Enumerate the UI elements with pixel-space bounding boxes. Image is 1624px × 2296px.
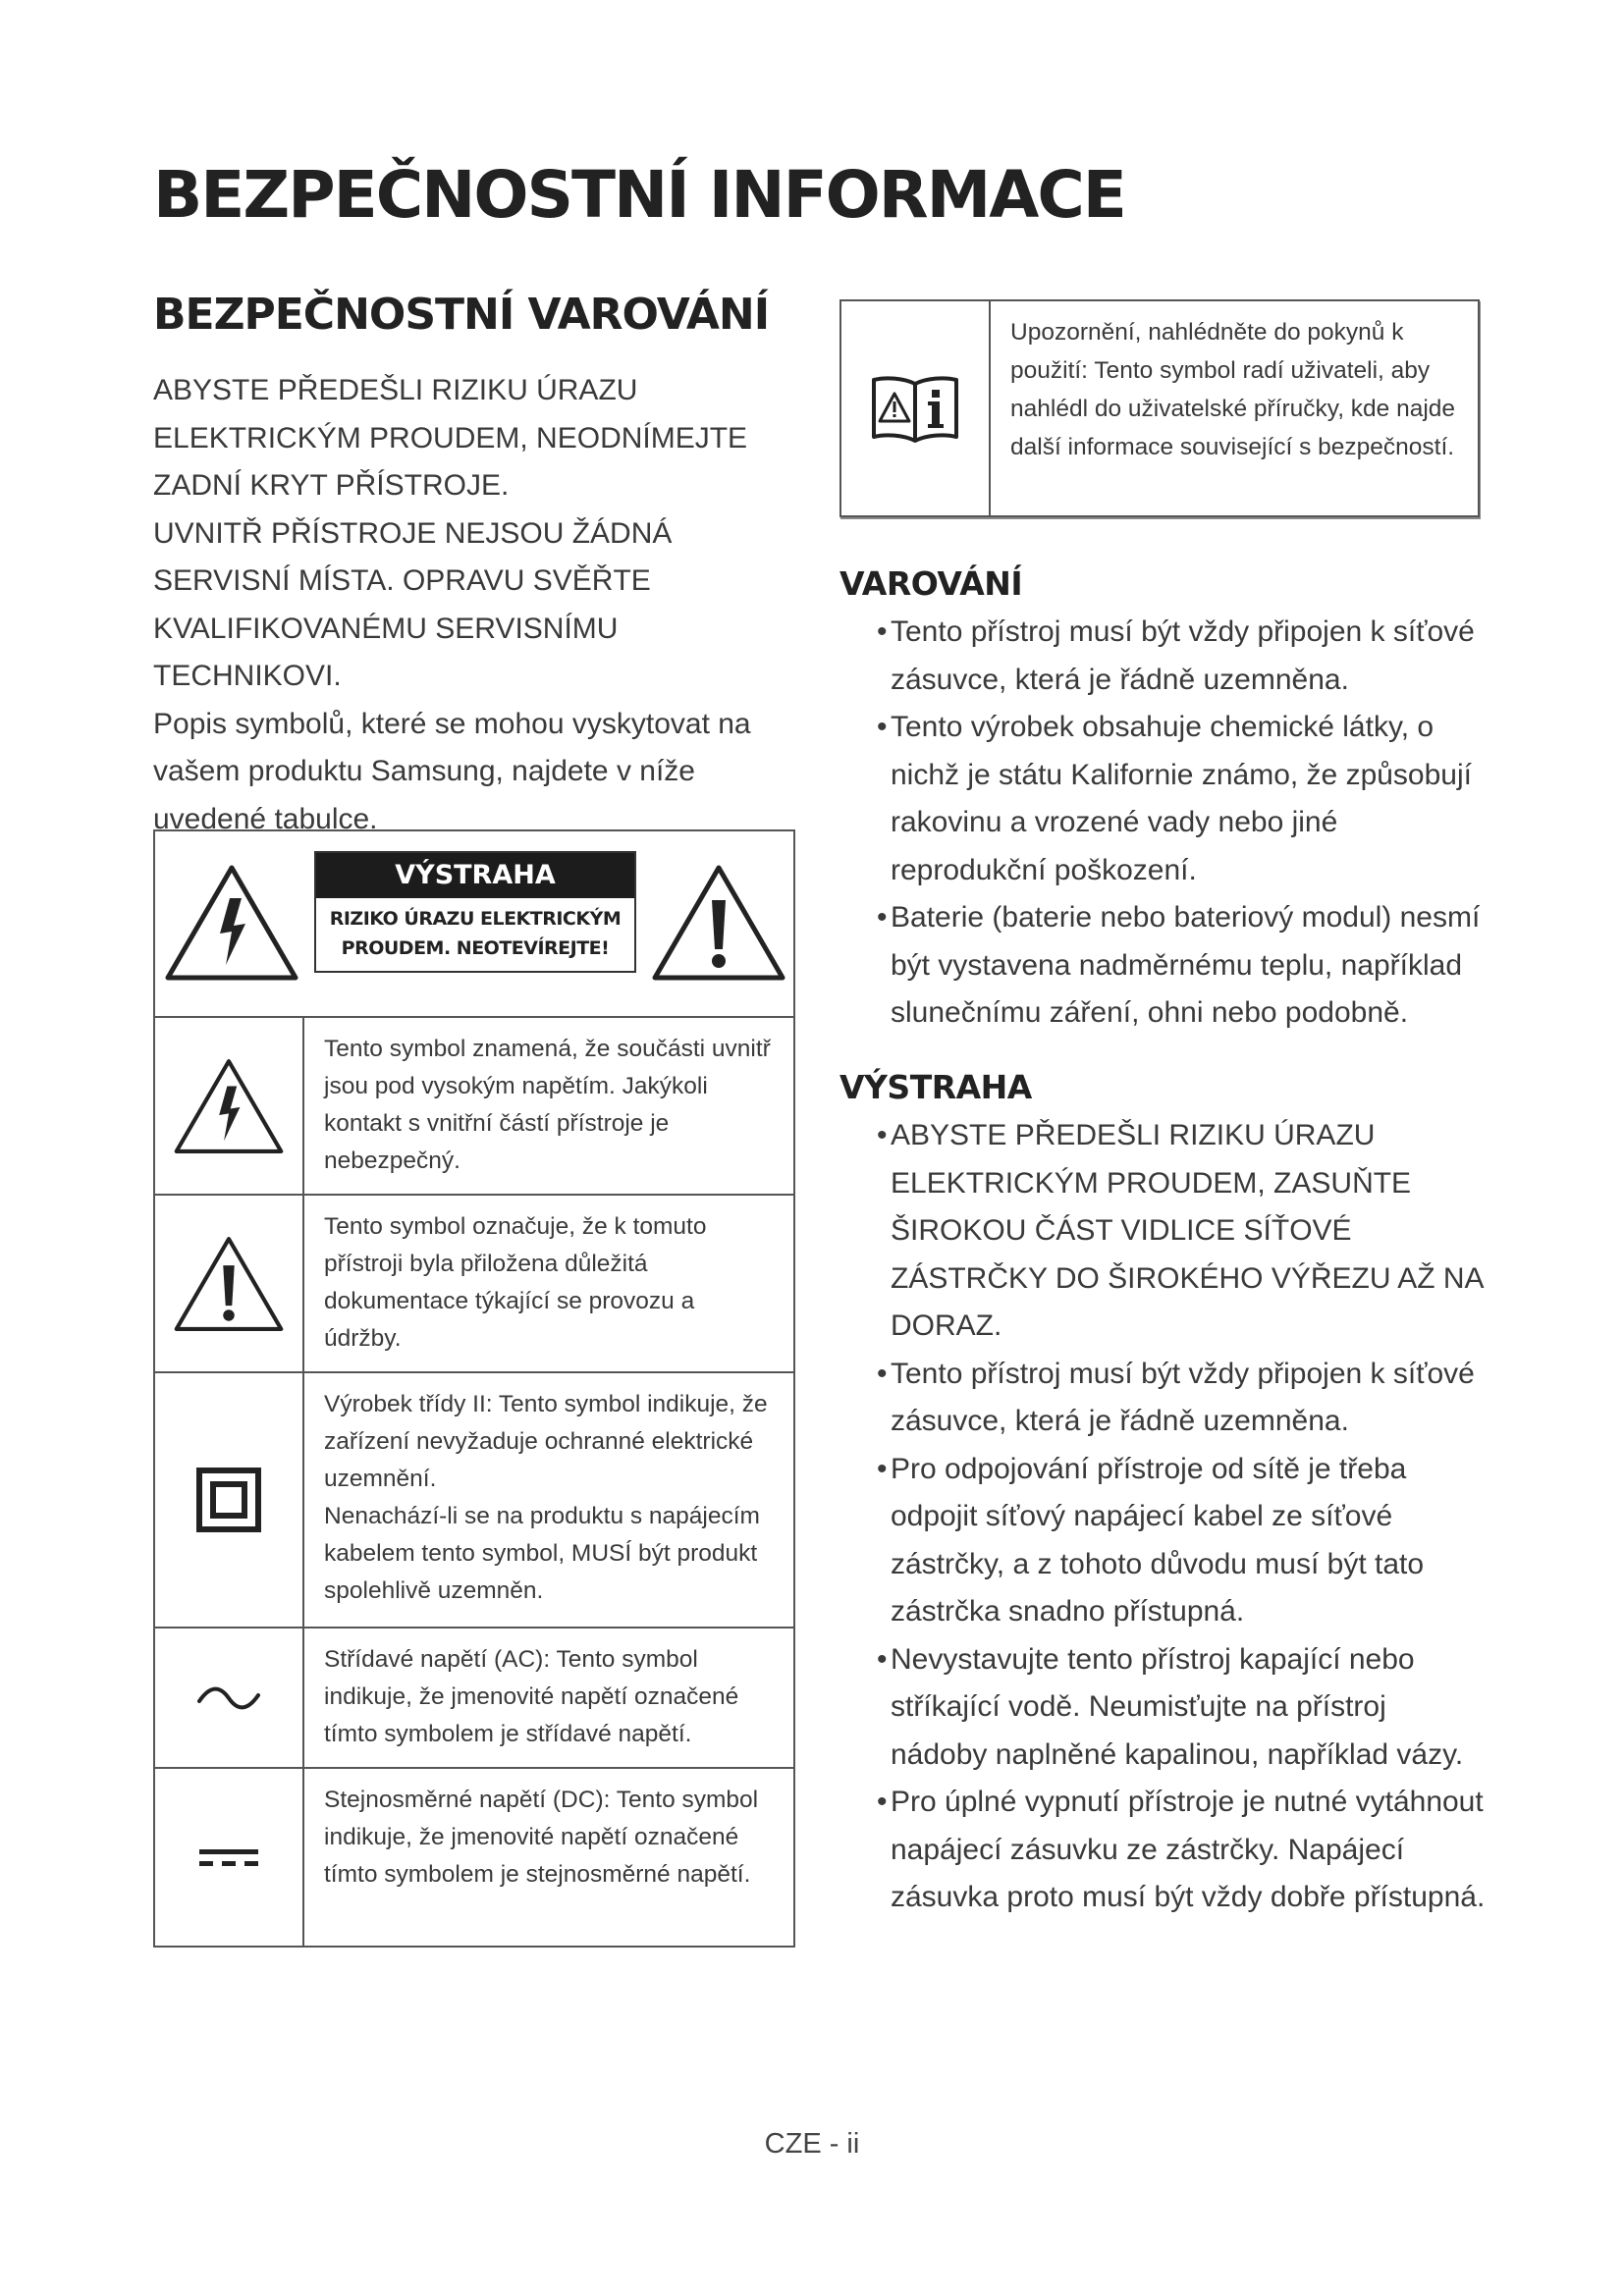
- intro-paragraph: ABYSTE PŘEDEŠLI RIZIKU ÚRAZU ELEKTRICKÝM PROUDEM, NEODNÍMEJTE ZADNÍ KRYT PŘÍSTROJE.: [153, 374, 748, 502]
- list-item: • Pro úplné vypnutí přístroje je nutné vytáhnout napájecí zásuvku ze zástrčky. Napájecí zásuvka proto musí být vždy dobře přístupná.: [839, 1779, 1488, 1922]
- list-item: • Tento přístroj musí být vždy připojen k síťové zásuvce, která je řádně uzemněna.: [839, 1351, 1488, 1446]
- symbol-row: [155, 1018, 793, 1196]
- exclamation-triangle-icon: [172, 1235, 286, 1333]
- list-item: • Tento přístroj musí být vždy připojen k síťové zásuvce, která je řádně uzemněna.: [839, 609, 1488, 704]
- symbol-cell: [155, 1769, 304, 1946]
- symbol-description: Tento symbol znamená, že součásti uvnitř jsou pod vysokým napětím. Jakýkoli kontakt s vnitřní částí přístroje je nebezpečný.: [324, 1036, 771, 1174]
- symbol-cell: [155, 1629, 304, 1767]
- symbol-description: Střídavé napětí (AC): Tento symbol indikuje, že jmenovité napětí označené tímto symbolem je střídavé napětí.: [324, 1646, 739, 1747]
- symbol-description-part: Nenachází-li se na produktu s napájecím kabelem tento symbol, MUSÍ být produkt spolehlivě uzemněn.: [324, 1503, 760, 1604]
- warning-section-title: VAROVÁNÍ: [839, 564, 1023, 603]
- caution-box-title: VÝSTRAHA: [316, 853, 634, 898]
- lightning-triangle-icon: [172, 1057, 286, 1155]
- manual-info-text: Upozornění, nahlédněte do pokynů k použití: Tento symbol radí uživateli, aby nahlédl do uživatelské příručky, kde najde další informace související s bezpečností.: [1010, 319, 1456, 460]
- warning-section: [839, 564, 1488, 1038]
- dc-symbol-icon: [198, 1845, 259, 1869]
- ac-wave-icon: [196, 1683, 261, 1713]
- exclamation-triangle-icon: [650, 863, 787, 983]
- intro-paragraph: Popis symbolů, které se mohou vyskytovat na vašem produktu Samsung, najdete v níže uvedené tabulce.: [153, 707, 751, 835]
- warning-list: [839, 609, 1488, 1038]
- manual-info-box: [839, 299, 1480, 517]
- symbol-cell: [155, 1373, 304, 1627]
- caution-list: [839, 1112, 1488, 1922]
- symbol-row: [155, 1629, 793, 1769]
- symbol-row: [155, 1769, 793, 1946]
- list-item: • ABYSTE PŘEDEŠLI RIZIKU ÚRAZU ELEKTRICKÝM PROUDEM, ZASUŇTE ŠIROKOU ČÁST VIDLICE SÍŤOVÉ ZÁSTRČKY DO ŠIROKÉHO VÝŘEZU AŽ NA DORAZ.: [839, 1112, 1488, 1351]
- warning-label: [155, 831, 793, 1018]
- double-square-icon: [196, 1468, 261, 1532]
- list-item: • Pro odpojování přístroje od sítě je třeba odpojit síťový napájecí kabel ze síťové zástrčky, a z tohoto důvodu musí být tato zástrčka snadno přístupná.: [839, 1446, 1488, 1636]
- page-number: CZE - ii: [764, 2128, 860, 2160]
- caution-section-title: VÝSTRAHA: [839, 1068, 1032, 1106]
- symbol-description: [304, 1373, 793, 1627]
- list-item: • Baterie (baterie nebo bateriový modul) nesmí být vystavena nadměrnému teplu, například slunečnímu záření, ohni nebo podobně.: [839, 894, 1488, 1038]
- symbol-cell: [841, 301, 991, 515]
- caution-box-line: RIZIKO ÚRAZU ELEKTRICKÝM: [329, 908, 622, 930]
- page-title: BEZPEČNOSTNÍ INFORMACE: [153, 157, 1125, 233]
- caution-box-line: PROUDEM. NEOTEVÍREJTE!: [341, 937, 610, 959]
- symbol-description-part: Výrobek třídy II: Tento symbol indikuje, že zařízení nevyžaduje ochranné elektrické uzemnění.: [324, 1391, 768, 1492]
- section-title-safety-warnings: BEZPEČNOSTNÍ VAROVÁNÍ: [153, 290, 770, 340]
- caution-section: [839, 1068, 1488, 1922]
- caution-box-text: [316, 898, 634, 963]
- list-item: • Tento výrobek obsahuje chemické látky, o nichž je státu Kalifornie známo, že způsobují rakovinu a vrozené vady nebo jiné reprodukční poškození.: [839, 704, 1488, 894]
- symbol-description: Stejnosměrné napětí (DC): Tento symbol indikuje, že jmenovité napětí označené tímto symbolem je stejnosměrné napětí.: [324, 1787, 759, 1888]
- symbol-table: [153, 829, 795, 1948]
- symbol-cell: [155, 1196, 304, 1371]
- list-item: • Nevystavujte tento přístroj kapající nebo stříkající vodě. Neumisťujte na přístroj nádoby naplněné kapalinou, například vázy.: [839, 1636, 1488, 1780]
- symbol-cell: [155, 1018, 304, 1194]
- lightning-triangle-icon: [163, 863, 300, 983]
- caution-box: [314, 851, 636, 973]
- symbol-row: [155, 1373, 793, 1629]
- left-column: [153, 290, 801, 843]
- manual-warning-info-icon: [870, 374, 960, 443]
- intro-text: [153, 367, 801, 843]
- symbol-description: Tento symbol označuje, že k tomuto přístroji byla přiložena důležitá dokumentace týkající se provozu a údržby.: [324, 1213, 707, 1352]
- intro-paragraph: UVNITŘ PŘÍSTROJE NEJSOU ŽÁDNÁ SERVISNÍ MÍSTA. OPRAVU SVĚŘTE KVALIFIKOVANÉMU SERVISNÍMU TECHNIKOVI.: [153, 516, 673, 692]
- symbol-row: [155, 1196, 793, 1373]
